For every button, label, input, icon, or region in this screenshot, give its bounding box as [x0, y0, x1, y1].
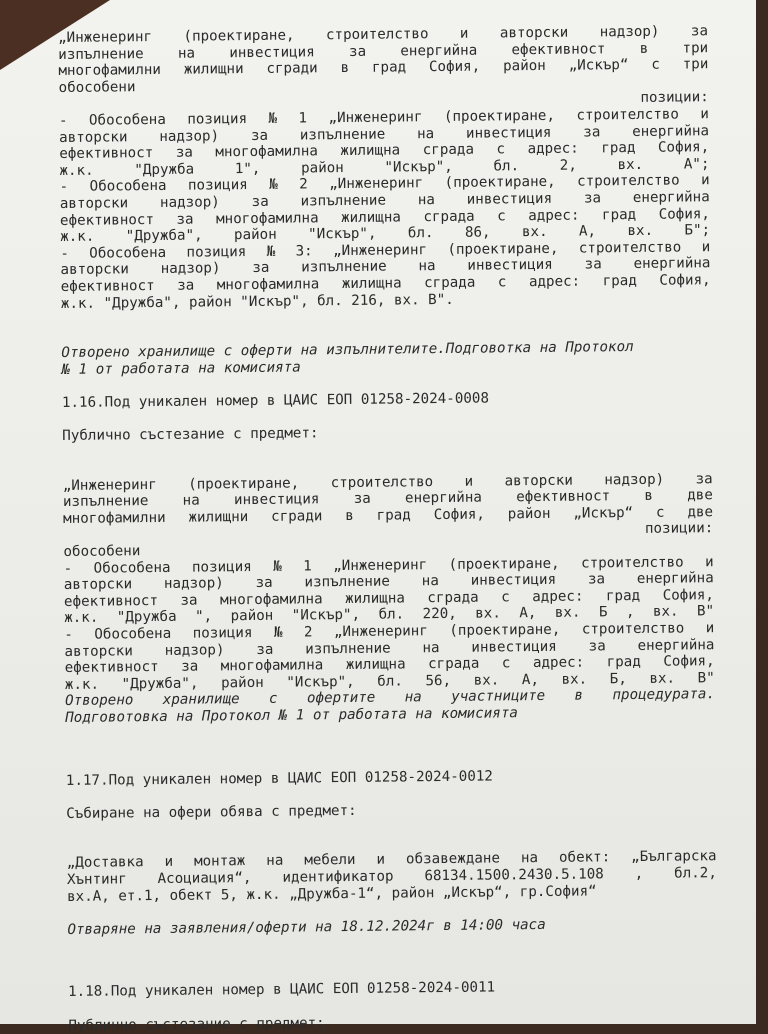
text-line: позиции: — [644, 520, 714, 538]
text-line: „Инженеринг (проектиране, строителство и авторски надзор) за — [58, 23, 709, 46]
text-line: ефективност за многофамилна жилищна сграда с адрес: град София, — [63, 586, 714, 610]
text-line: - Обособена позиция № 1 „Инженеринг (проектиране, строителство и — [58, 106, 710, 129]
text-line: „Инженеринг (проектиране, строителство и авторски надзор) за — [62, 470, 713, 494]
text-line: авторски надзор) за изпълнение на инвестиция за енергийна — [64, 636, 715, 660]
text-line: авторски надзор) за изпълнение на инвестиция за енергийна — [59, 189, 710, 212]
text-line: позиции: — [640, 89, 709, 107]
section-17-note: Отваряне на заявления/оферти на 18.12.2024г в 14:00 часа — [67, 916, 546, 938]
text-line: ж.к. "Дружба", район "Искър", бл. 216, вх. В". — [60, 291, 454, 312]
text-line: авторски надзор) за изпълнение на инвестиция за енергийна — [59, 122, 710, 146]
text-line: „Доставка и монтаж на мебели и обзавеждане на обект: „Българска — [66, 848, 717, 872]
text-line: многофамилни жилищни сгради в град София, район „Искър“ с две — [63, 504, 714, 527]
section-16-heading: 1.16.Под уникален номер в ЦАИС ЕОП 01258-2024-0008 — [61, 390, 490, 411]
section-17-subject-label: Събиране на офери обява с предмет: — [66, 802, 357, 822]
section-18-subject-label: Публично състезание с предмет: — [68, 1014, 325, 1034]
text-line: обособени — [58, 78, 136, 96]
text-line: многофамилни жилищни сгради в град София, район „Искър“ с три — [58, 56, 709, 80]
section-16-text — [63, 471, 715, 694]
text-line: ефективност за многофамилна жилищна сграда с адрес: град София, — [59, 139, 710, 163]
text-line: обособени — [63, 543, 141, 561]
text-line: Хънтинг Асоциация“, идентификатор 68134.1500.2430.5.108 , бл.2, — [66, 865, 717, 888]
section-16-subject-label: Публично състезание с предмет: — [62, 425, 319, 445]
text-line: Отворено хранилище с оферти на изпълнителите.Подговотка на Протокол — [61, 339, 634, 362]
text-line: - Обособена позиция № 2 „Инженеринг (проектиране, строителство и — [59, 172, 710, 196]
section-17-heading: 1.17.Под уникален номер в ЦАИС ЕОП 01258-2024-0012 — [65, 768, 494, 789]
block-1-text — [58, 23, 711, 312]
background-corner — [0, 0, 110, 70]
text-line: ж.к. "Дружба", район "Искър", бл. 56, вх. А, вх. Б, вх. В" — [64, 669, 715, 693]
text-line: изпълнение на инвестиция за енергийна ефективност в три — [58, 39, 709, 63]
document-content — [58, 23, 718, 1034]
text-line: - Обособена позиция № 1 „Инженеринг (проектиране, строителство и — [63, 553, 714, 577]
text-line: Отворено хранилище с офертите на участниците в процедурата. — [64, 686, 716, 710]
text-line: авторски надзор) за изпълнение на инвестиция за енергийна — [60, 255, 711, 279]
text-line: - Обособена позиция № 2 „Инженеринг (проектиране, строителство и — [64, 620, 715, 643]
section-18-heading: 1.18.Под уникален номер в ЦАИС ЕОП 01258-2024-0011 — [67, 979, 496, 1001]
text-line: ефективност за многофамилна жилищна сграда с адрес: град София, — [59, 205, 710, 229]
text-line: ж.к. "Дружба ", район "Искър", бл. 220, вх. А, вх. Б , вх. В" — [64, 603, 715, 627]
text-line: изпълнение на инвестиция за енергийна ефективност в две — [62, 487, 713, 511]
text-line: ж.к. "Дружба 1", район "Искър", бл. 2, вх. А"; — [59, 155, 710, 179]
text-line: Подговотовка на Протокол № 1 от работата на комисията — [65, 705, 518, 726]
section-17-text — [67, 848, 717, 905]
text-line: ефективност за многофамилна жилищна сграда с адрес: град София, — [60, 272, 711, 295]
text-line: авторски надзор) за изпълнение на инвестиция за енергийна — [63, 570, 714, 594]
text-line: ж.к. "Дружба", район "Искър", бл. 86, вх. А, вх. Б"; — [60, 222, 711, 246]
text-line: № 1 от работата на комисията — [61, 359, 301, 378]
text-line: - Обособена позиция № 3: „Инженеринг (проектиране, строителство и — [60, 238, 711, 262]
text-line: ефективност за многофамилна жилищна сграда с адрес: град София, — [64, 653, 715, 677]
text-line: вх.А, ет.1, обект 5, ж.к. „Дружба-1“, район „Искър“, гр.София“ — [66, 882, 597, 905]
